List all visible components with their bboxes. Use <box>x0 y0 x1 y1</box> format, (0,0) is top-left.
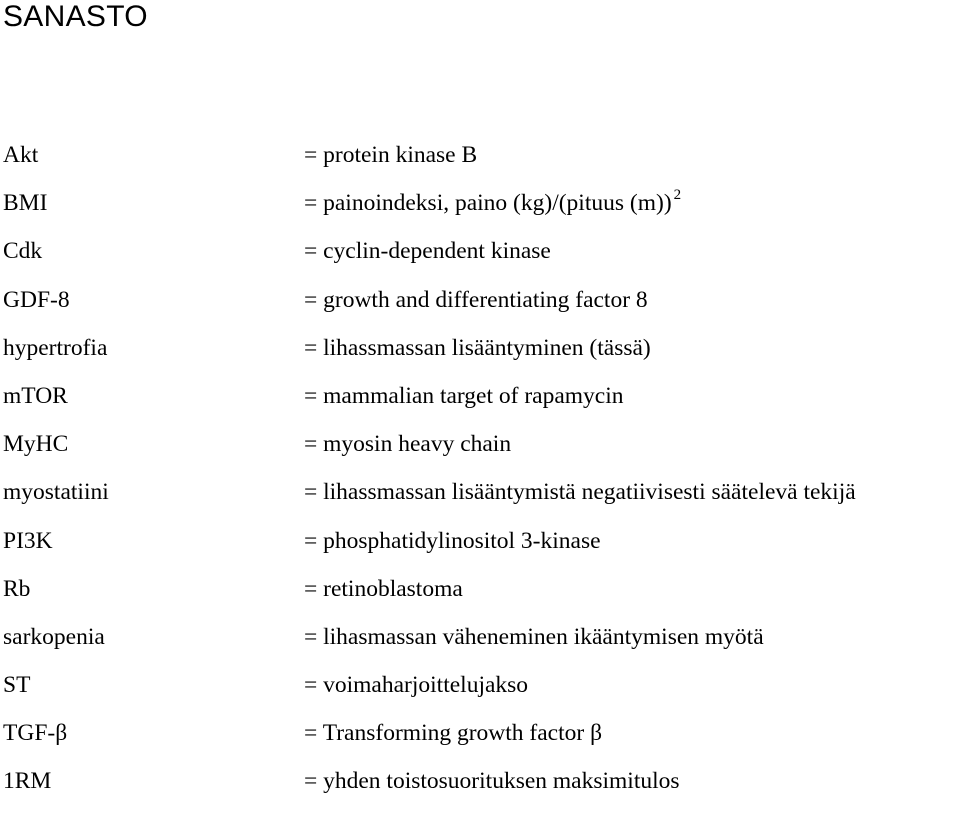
superscript-exponent: 2 <box>673 187 682 204</box>
glossary-row <box>3 186 960 234</box>
glossary-list <box>3 138 960 813</box>
glossary-row <box>3 620 960 668</box>
glossary-term: BMI <box>3 190 48 217</box>
glossary-row <box>3 379 960 427</box>
glossary-definition: = painoindeksi, paino (kg)/(pituus (m)) <box>304 190 672 217</box>
glossary-definition: = lihasmassan väheneminen ikääntymisen myötä <box>304 623 764 650</box>
glossary-row <box>3 668 960 716</box>
page-title: SANASTO <box>3 0 148 33</box>
glossary-row <box>3 234 960 282</box>
glossary-term: mTOR <box>3 382 68 409</box>
glossary-definition: = myosin heavy chain <box>304 431 512 458</box>
glossary-row <box>3 524 960 572</box>
glossary-row <box>3 138 960 186</box>
glossary-row <box>3 572 960 620</box>
glossary-term: GDF-8 <box>3 286 70 313</box>
glossary-definition: = protein kinase B <box>304 142 478 168</box>
glossary-row <box>3 331 960 379</box>
glossary-definition: = cyclin-dependent kinase <box>304 238 551 265</box>
glossary-term: myostatiini <box>3 479 109 506</box>
glossary-definition: = phosphatidylinositol 3-kinase <box>304 527 601 554</box>
glossary-row <box>3 764 960 812</box>
glossary-definition: = lihassmassan lisääntyminen (tässä) <box>304 334 651 361</box>
glossary-definition: = retinoblastoma <box>304 575 463 602</box>
glossary-term: sarkopenia <box>3 623 105 650</box>
glossary-term: Rb <box>3 575 31 602</box>
glossary-definition: = lihassmassan lisääntymistä negatiivisesti säätelevä tekijä <box>304 479 856 506</box>
glossary-row <box>3 283 960 331</box>
glossary-term: 1RM <box>3 768 52 795</box>
glossary-term: Akt <box>3 142 39 168</box>
glossary-definition: = Transforming growth factor β <box>304 720 603 747</box>
glossary-row <box>3 475 960 523</box>
glossary-term: ST <box>3 672 31 699</box>
glossary-term: Cdk <box>3 238 43 265</box>
glossary-definition: = growth and differentiating factor 8 <box>304 286 648 313</box>
glossary-term: hypertrofia <box>3 334 108 361</box>
glossary-term: PI3K <box>3 527 53 554</box>
glossary-row <box>3 716 960 764</box>
glossary-term: MyHC <box>3 431 69 458</box>
glossary-definition: = yhden toistosuorituksen maksimitulos <box>304 768 680 795</box>
glossary-definition: = voimaharjoittelujakso <box>304 672 529 699</box>
glossary-definition: = mammalian target of rapamycin <box>304 382 624 409</box>
glossary-term: TGF-β <box>3 720 68 747</box>
glossary-row <box>3 427 960 475</box>
glossary-definition-wrapper <box>304 186 681 220</box>
